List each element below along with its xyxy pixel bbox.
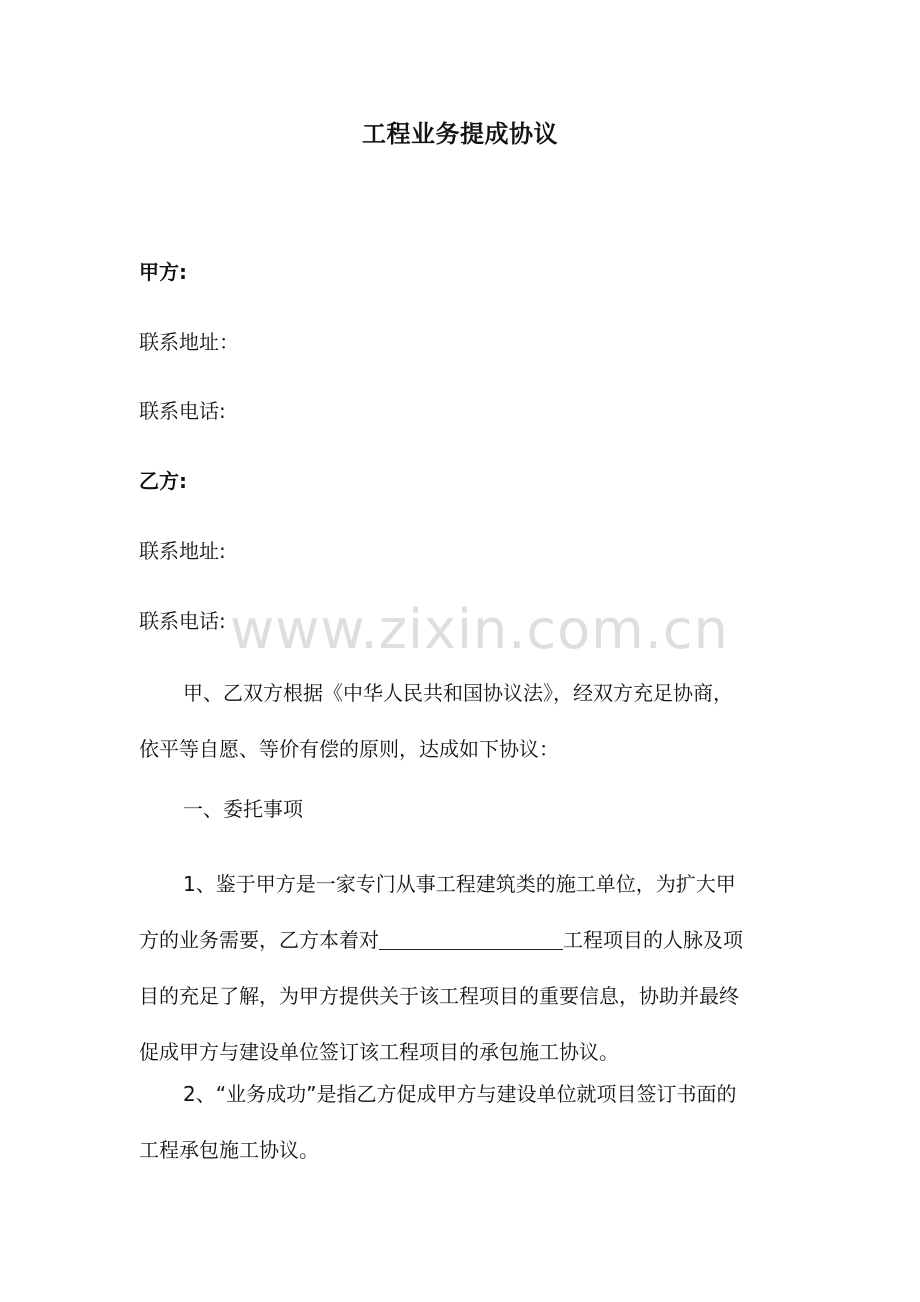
party-a-address-label: 联系地址： xyxy=(139,330,239,354)
intro-line-2: 依平等自愿、等价有偿的原则，达成如下协议： xyxy=(139,737,559,761)
party-b-address-label: 联系地址: xyxy=(139,539,226,563)
clause-1-line-4: 促成甲方与建设单位签订该工程项目的承包施工协议。 xyxy=(139,1040,619,1064)
party-a-label: 甲方: xyxy=(139,260,187,284)
document-title: 工程业务提成协议 xyxy=(362,120,558,148)
clause-2-paragraph xyxy=(139,1066,784,1178)
watermark-text: www.zixin.com.cn xyxy=(230,598,729,661)
section-1-heading: 一、委托事项 xyxy=(183,797,303,821)
clause-1-paragraph xyxy=(139,856,784,1080)
clause-1-line-3: 目的充足了解，为甲方提供关于该工程项目的重要信息，协助并最终 xyxy=(139,984,739,1008)
party-a-phone-label: 联系电话: xyxy=(139,399,226,423)
clause-1-line-2-start: 方的业务需要，乙方本着对 xyxy=(139,928,379,952)
intro-line-1: 甲、乙双方根据《中华人民共和国协议法》，经双方充足协商， xyxy=(183,681,733,705)
intro-paragraph xyxy=(139,665,784,777)
section-1-heading-block xyxy=(139,781,784,837)
clause-1-line-1: 1、鉴于甲方是一家专门从事工程建筑类的施工单位，为扩大甲 xyxy=(183,872,736,896)
party-b-phone-label: 联系电话: xyxy=(139,609,226,633)
clause-1-line-2 xyxy=(139,912,784,968)
party-b-label: 乙方: xyxy=(139,469,187,493)
project-name-blank xyxy=(379,929,563,950)
clause-1-line-2-end: 工程项目的人脉及项 xyxy=(563,928,743,952)
clause-2-line-1: 2、“业务成功”是指乙方促成甲方与建设单位就项目签订书面的 xyxy=(183,1082,737,1106)
clause-2-line-2: 工程承包施工协议。 xyxy=(139,1138,319,1162)
